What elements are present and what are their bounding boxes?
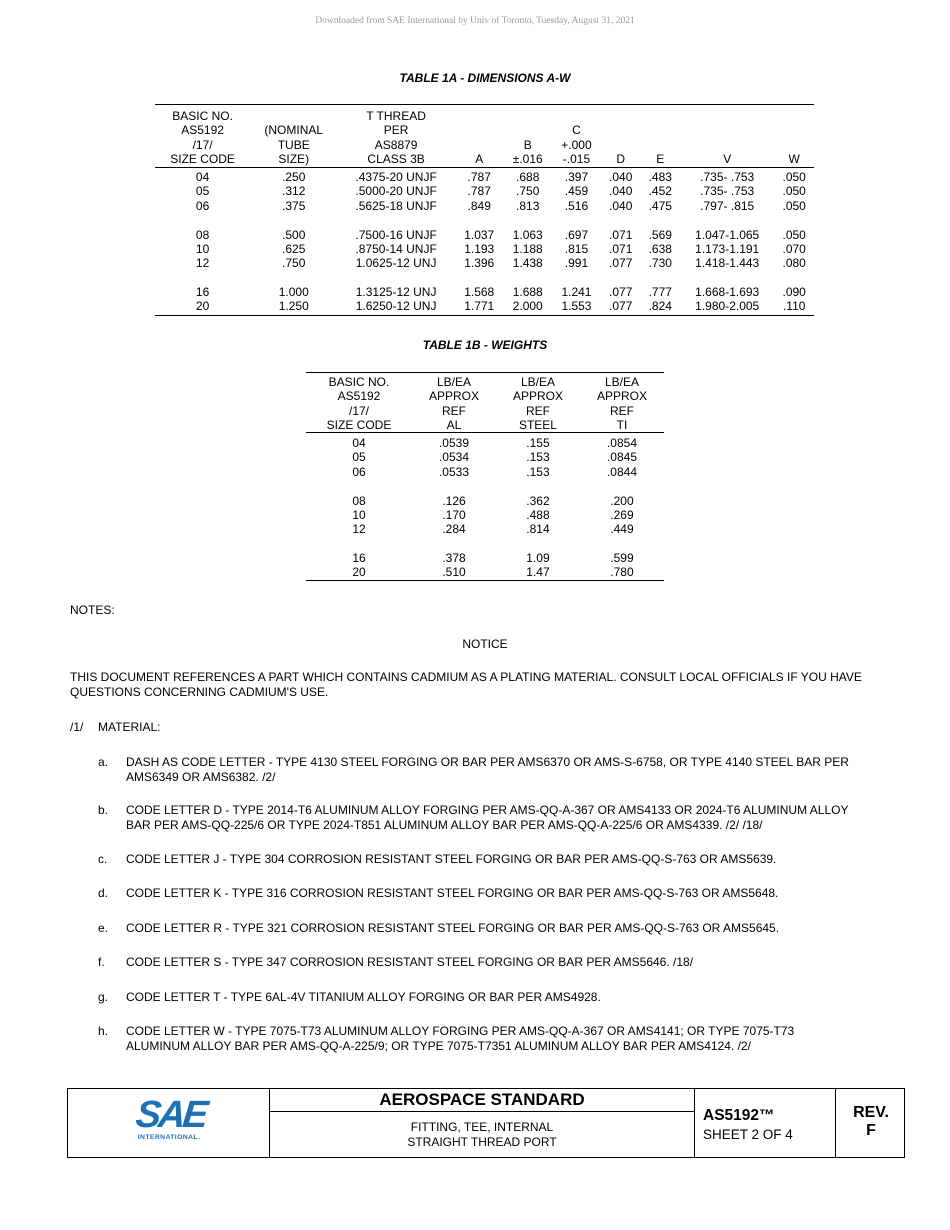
notice-title: NOTICE xyxy=(462,637,508,651)
table-1b-col-header xyxy=(412,373,496,433)
table-1a-col-header xyxy=(455,105,504,168)
table-cell: .569 xyxy=(648,227,672,242)
table-cell: 20 xyxy=(195,299,210,314)
table-cell: .849 xyxy=(467,198,491,213)
table-cell: 1.771 xyxy=(464,299,495,314)
table-cell: .071 xyxy=(609,227,633,242)
material-item-text: CODE LETTER R - TYPE 321 CORROSION RESISTANT STEEL FORGING OR BAR PER AMS-QQ-S-763 OR AMS5645. xyxy=(126,921,780,935)
table-cell: .050 xyxy=(782,227,806,242)
table-cell: 08 xyxy=(195,227,210,242)
header-line: REF xyxy=(441,403,466,418)
table-cell: .397 xyxy=(564,170,589,185)
table-cell: .126 xyxy=(442,493,466,508)
table-cell: .050 xyxy=(782,198,806,213)
table-cell: 1.553 xyxy=(561,299,592,314)
table-cell: .5625-18 UNJF xyxy=(355,198,437,213)
table-1a-title: TABLE 1A - DIMENSIONS A-W xyxy=(399,71,571,85)
table-cell: 1.09 xyxy=(526,550,550,565)
table-cell: .8750-14 UNJF xyxy=(355,241,437,256)
title-block-document-cell xyxy=(695,1089,836,1157)
table-cell: 1.980-2.005 xyxy=(695,299,760,314)
table-1b-col-header xyxy=(496,373,580,433)
material-item-g xyxy=(98,990,858,1005)
material-item-h xyxy=(98,1024,858,1054)
material-item-e xyxy=(98,921,858,936)
header-line: ±.016 xyxy=(512,151,543,166)
download-banner: Downloaded from SAE International by Univ of Toronto, Tuesday, August 31, 2021 xyxy=(315,16,635,26)
notice-body: THIS DOCUMENT REFERENCES A PART WHICH CONTAINS CADMIUM AS A PLATING MATERIAL. CONSULT LOCAL OFFICIALS IF YOU HAVE QUESTIONS CONCERNING CADMIUM'S USE. xyxy=(70,670,862,699)
material-item-letter: d. xyxy=(98,886,109,900)
table-row xyxy=(306,522,664,536)
table-row xyxy=(306,565,664,580)
table-cell: .0844 xyxy=(606,464,637,479)
table-cell: .638 xyxy=(648,241,672,256)
table-cell: 1.688 xyxy=(512,284,543,299)
table-1a-col-header xyxy=(774,105,814,168)
table-row xyxy=(155,184,814,198)
table-cell: .080 xyxy=(782,256,806,271)
header-line: LB/EA xyxy=(520,375,555,389)
material-item-letter: c. xyxy=(98,852,108,866)
table-cell: .155 xyxy=(526,436,550,451)
table-cell: .488 xyxy=(526,507,550,522)
table-cell: .0534 xyxy=(438,450,469,465)
table-cell: 16 xyxy=(195,284,210,299)
material-item-text: CODE LETTER K - TYPE 316 CORROSION RESISTANT STEEL FORGING OR BAR PER AMS-QQ-S-763 OR AMS5648. xyxy=(126,886,779,900)
table-cell: .7500-16 UNJF xyxy=(355,227,437,242)
table-cell: .459 xyxy=(564,184,589,199)
table-cell: 1.668-1.693 xyxy=(695,284,760,299)
table-cell: .777 xyxy=(648,284,672,299)
header-line: T THREAD xyxy=(366,109,426,123)
table-cell: 1.193 xyxy=(464,241,495,256)
table-cell: 08 xyxy=(352,493,366,508)
table-cell: .077 xyxy=(609,299,633,314)
table-cell: 1.47 xyxy=(526,565,550,580)
table-cell: .797- .815 xyxy=(700,198,755,213)
table-cell: .625 xyxy=(282,241,306,256)
table-cell: 10 xyxy=(352,507,366,522)
table-cell: .153 xyxy=(526,464,550,479)
table-cell: .824 xyxy=(648,299,672,314)
table-row xyxy=(155,299,814,315)
table-cell: 1.037 xyxy=(464,227,495,242)
sae-logo-subtitle: INTERNATIONAL. xyxy=(137,1134,201,1141)
table-cell: 1.241 xyxy=(561,284,592,299)
table-cell: 1.568 xyxy=(464,284,495,299)
header-line: B xyxy=(523,137,532,152)
title-block-revision-cell xyxy=(836,1089,906,1157)
header-line: SIZE) xyxy=(278,151,310,166)
table-cell: 1.0625-12 UNJ xyxy=(355,256,437,271)
table-cell: .071 xyxy=(609,241,633,256)
table-cell: 1.396 xyxy=(464,256,495,271)
header-line: +.000 xyxy=(561,137,592,152)
table-cell: .250 xyxy=(282,170,306,185)
table-1b-header-row xyxy=(306,373,664,433)
revision-value: F xyxy=(866,1122,876,1139)
header-line: /17/ xyxy=(348,403,369,418)
table-cell: .0854 xyxy=(606,436,637,451)
table-cell: 04 xyxy=(352,436,366,451)
material-item-f xyxy=(98,955,858,970)
table-cell: .735- .753 xyxy=(700,184,755,199)
part-description xyxy=(270,1120,694,1150)
table-1a-header-row xyxy=(155,105,814,168)
table-cell: .4375-20 UNJF xyxy=(355,170,437,185)
material-item-letter: b. xyxy=(98,803,109,817)
table-cell: .991 xyxy=(564,256,589,271)
table-cell: .475 xyxy=(648,198,672,213)
header-line: REF xyxy=(525,403,550,418)
table-cell: .312 xyxy=(282,184,306,199)
table-1b-col-header xyxy=(580,373,664,433)
table-cell: 1.6250-12 UNJ xyxy=(355,299,437,314)
sheet-number: SHEET 2 OF 4 xyxy=(703,1127,793,1142)
header-line: PER xyxy=(383,123,409,138)
header-line: APPROX xyxy=(596,389,647,404)
table-cell: .153 xyxy=(526,450,550,465)
header-line: AS5192 xyxy=(337,389,381,404)
table-cell: .0533 xyxy=(438,464,469,479)
table-cell: .200 xyxy=(610,493,634,508)
material-item-text: CODE LETTER D - TYPE 2014-T6 ALUMINUM ALLOY FORGING PER AMS-QQ-A-367 OR AMS4133 OR 2024-T6 ALUMINUM ALLOY BAR PER AMS-QQ-225/6 OR TYPE 2024-T851 ALUMINUM ALLOY BAR PER AMS-QQ-A-225/6 OR AMS4339. /2/ /18/ xyxy=(126,803,849,832)
table-cell: .787 xyxy=(467,170,491,185)
material-item-text: CODE LETTER J - TYPE 304 CORROSION RESISTANT STEEL FORGING OR BAR PER AMS-QQ-S-763 OR AMS5639. xyxy=(126,852,777,866)
table-1a-col-header xyxy=(155,105,250,168)
header-line: AS5192 xyxy=(181,123,224,138)
document-number: AS5192™ xyxy=(703,1107,775,1124)
table-cell: .077 xyxy=(609,256,633,271)
title-block-standard-cell xyxy=(270,1089,695,1157)
table-cell: .516 xyxy=(564,198,589,213)
table-cell: .090 xyxy=(782,284,806,299)
header-line: AS8879 xyxy=(374,137,418,152)
table-1a-col-header xyxy=(337,105,455,168)
table-cell: 06 xyxy=(195,198,210,213)
header-line: /17/ xyxy=(192,137,213,152)
table-cell: .730 xyxy=(648,256,672,271)
table-cell: .780 xyxy=(610,565,634,580)
material-item-letter: g. xyxy=(98,990,109,1004)
table-1b-title: TABLE 1B - WEIGHTS xyxy=(422,338,548,352)
header-line: APPROX xyxy=(512,389,563,404)
material-heading xyxy=(70,720,160,735)
table-cell: 04 xyxy=(195,170,210,185)
table-cell: .688 xyxy=(516,170,540,185)
material-item-letter: e. xyxy=(98,921,109,935)
header-line: CLASS 3B xyxy=(367,151,425,166)
table-cell: .5000-20 UNJF xyxy=(355,184,437,199)
table-cell: .510 xyxy=(442,565,466,580)
table-cell: .040 xyxy=(609,198,633,213)
standard-title: AEROSPACE STANDARD xyxy=(270,1089,694,1112)
table-1a-col-header xyxy=(601,105,641,168)
revision-label: REV. xyxy=(853,1104,889,1121)
header-line: TI xyxy=(616,417,628,432)
table-1b-col-header xyxy=(306,373,412,433)
header-line: BASIC NO. xyxy=(328,375,390,389)
table-cell: 05 xyxy=(352,450,366,465)
table-cell: .735- .753 xyxy=(700,170,755,185)
table-cell: .269 xyxy=(610,507,634,522)
table-cell: .500 xyxy=(282,227,306,242)
table-cell: .813 xyxy=(516,198,540,213)
table-row xyxy=(306,479,664,508)
header-line: D xyxy=(616,151,626,166)
table-cell: 1.250 xyxy=(278,299,309,314)
table-1b-weights xyxy=(306,372,664,581)
header-line: TUBE xyxy=(277,137,310,152)
table-row xyxy=(306,536,664,565)
table-row xyxy=(306,433,664,451)
header-line: A xyxy=(475,151,484,166)
header-line: W xyxy=(788,151,800,166)
table-1a-col-header xyxy=(250,105,337,168)
material-item-b xyxy=(98,803,858,833)
table-cell: .697 xyxy=(564,227,589,242)
table-row xyxy=(306,450,664,464)
table-cell: .452 xyxy=(648,184,672,199)
sae-logo-mark: SAE xyxy=(133,1094,208,1136)
table-cell: .110 xyxy=(782,299,806,314)
table-cell: .362 xyxy=(526,493,550,508)
table-row xyxy=(155,168,814,185)
table-cell: 1.188 xyxy=(512,241,543,256)
header-line: SIZE CODE xyxy=(326,417,392,432)
material-item-d xyxy=(98,886,858,901)
material-note-number: /1/ xyxy=(70,720,84,734)
table-cell: .284 xyxy=(442,522,466,537)
table-cell: .040 xyxy=(609,184,633,199)
part-description-line-1: FITTING, TEE, INTERNAL xyxy=(410,1120,554,1134)
table-cell: 2.000 xyxy=(512,299,543,314)
table-cell: 10 xyxy=(195,241,210,256)
table-cell: .750 xyxy=(516,184,540,199)
table-row xyxy=(155,242,814,256)
material-item-text: CODE LETTER T - TYPE 6AL-4V TITANIUM ALLOY FORGING OR BAR PER AMS4928. xyxy=(126,990,601,1004)
table-cell: 12 xyxy=(352,522,366,537)
header-line: SIZE CODE xyxy=(170,151,235,166)
table-1a-dimensions xyxy=(155,104,814,316)
table-cell: .750 xyxy=(282,256,306,271)
header-line: LB/EA xyxy=(436,375,471,389)
header-line: V xyxy=(723,151,732,166)
header-line: STEEL xyxy=(518,417,557,432)
table-row xyxy=(155,270,814,299)
table-cell: 1.047-1.065 xyxy=(695,227,760,242)
part-description-line-2: STRAIGHT THREAD PORT xyxy=(407,1135,557,1149)
material-item-a xyxy=(98,755,858,785)
material-item-letter: h. xyxy=(98,1024,109,1038)
sae-logo xyxy=(133,1094,208,1148)
table-cell: .483 xyxy=(648,170,672,185)
header-line: APPROX xyxy=(428,389,479,404)
table-cell: 1.000 xyxy=(278,284,309,299)
table-cell: .0845 xyxy=(606,450,637,465)
header-line: AL xyxy=(446,417,462,432)
material-item-text: CODE LETTER S - TYPE 347 CORROSION RESISTANT STEEL FORGING OR BAR PER AMS5646. /18/ xyxy=(126,955,694,969)
table-1a-col-header xyxy=(552,105,601,168)
table-cell: 05 xyxy=(195,184,210,199)
material-label: MATERIAL: xyxy=(98,720,161,734)
table-cell: .077 xyxy=(609,284,633,299)
material-item-letter: f. xyxy=(98,955,105,969)
material-item-letter: a. xyxy=(98,755,109,769)
table-cell: .040 xyxy=(609,170,633,185)
table-1a-col-header xyxy=(641,105,681,168)
table-cell: 1.418-1.443 xyxy=(695,256,760,271)
table-row xyxy=(306,508,664,522)
title-block xyxy=(67,1088,905,1158)
table-cell: .0539 xyxy=(438,436,469,451)
material-item-text: DASH AS CODE LETTER - TYPE 4130 STEEL FORGING OR BAR PER AMS6370 OR AMS-S-6758, OR TYPE 4140 STEEL BAR PER AMS6349 OR AMS6382. /2/ xyxy=(126,755,849,784)
table-row xyxy=(155,213,814,242)
table-cell: 12 xyxy=(195,256,210,271)
table-cell: .814 xyxy=(526,522,550,537)
table-cell: .599 xyxy=(610,550,634,565)
table-1a-col-header xyxy=(680,105,774,168)
table-row xyxy=(155,256,814,270)
table-cell: .375 xyxy=(282,198,306,213)
table-cell: 1.063 xyxy=(512,227,543,242)
material-item-text: CODE LETTER W - TYPE 7075-T73 ALUMINUM ALLOY FORGING PER AMS-QQ-A-367 OR AMS4141; OR TYPE 7075-T73 ALUMINUM ALLOY BAR PER AMS-QQ-A-225/9; OR TYPE 7075-T7351 ALUMINUM ALLOY BAR PER AMS4124. /2/ xyxy=(126,1024,795,1053)
table-cell: .070 xyxy=(782,241,806,256)
table-cell: 1.173-1.191 xyxy=(695,241,760,256)
table-row xyxy=(306,465,664,479)
table-cell: .815 xyxy=(564,241,589,256)
table-cell: 1.438 xyxy=(512,256,543,271)
table-cell: 20 xyxy=(352,565,366,580)
table-cell: .449 xyxy=(610,522,634,537)
table-cell: 16 xyxy=(352,550,366,565)
table-cell: .170 xyxy=(442,507,466,522)
table-row xyxy=(155,199,814,213)
material-item-c xyxy=(98,852,858,867)
header-line: -.015 xyxy=(562,151,591,166)
header-line: BASIC NO. xyxy=(172,109,233,123)
table-cell: .378 xyxy=(442,550,466,565)
header-line: C xyxy=(572,123,581,138)
header-line: E xyxy=(656,151,665,166)
header-line: LB/EA xyxy=(604,375,639,389)
notes-label: NOTES: xyxy=(70,603,115,617)
table-1a-col-header xyxy=(503,105,552,168)
header-line: REF xyxy=(609,403,634,418)
table-cell: .787 xyxy=(467,184,491,199)
table-cell: .050 xyxy=(782,170,806,185)
table-cell: 1.3125-12 UNJ xyxy=(355,284,437,299)
table-cell: .050 xyxy=(782,184,806,199)
table-cell: 06 xyxy=(352,464,366,479)
title-block-logo-cell xyxy=(68,1089,270,1157)
header-line: (NOMINAL xyxy=(264,123,324,138)
